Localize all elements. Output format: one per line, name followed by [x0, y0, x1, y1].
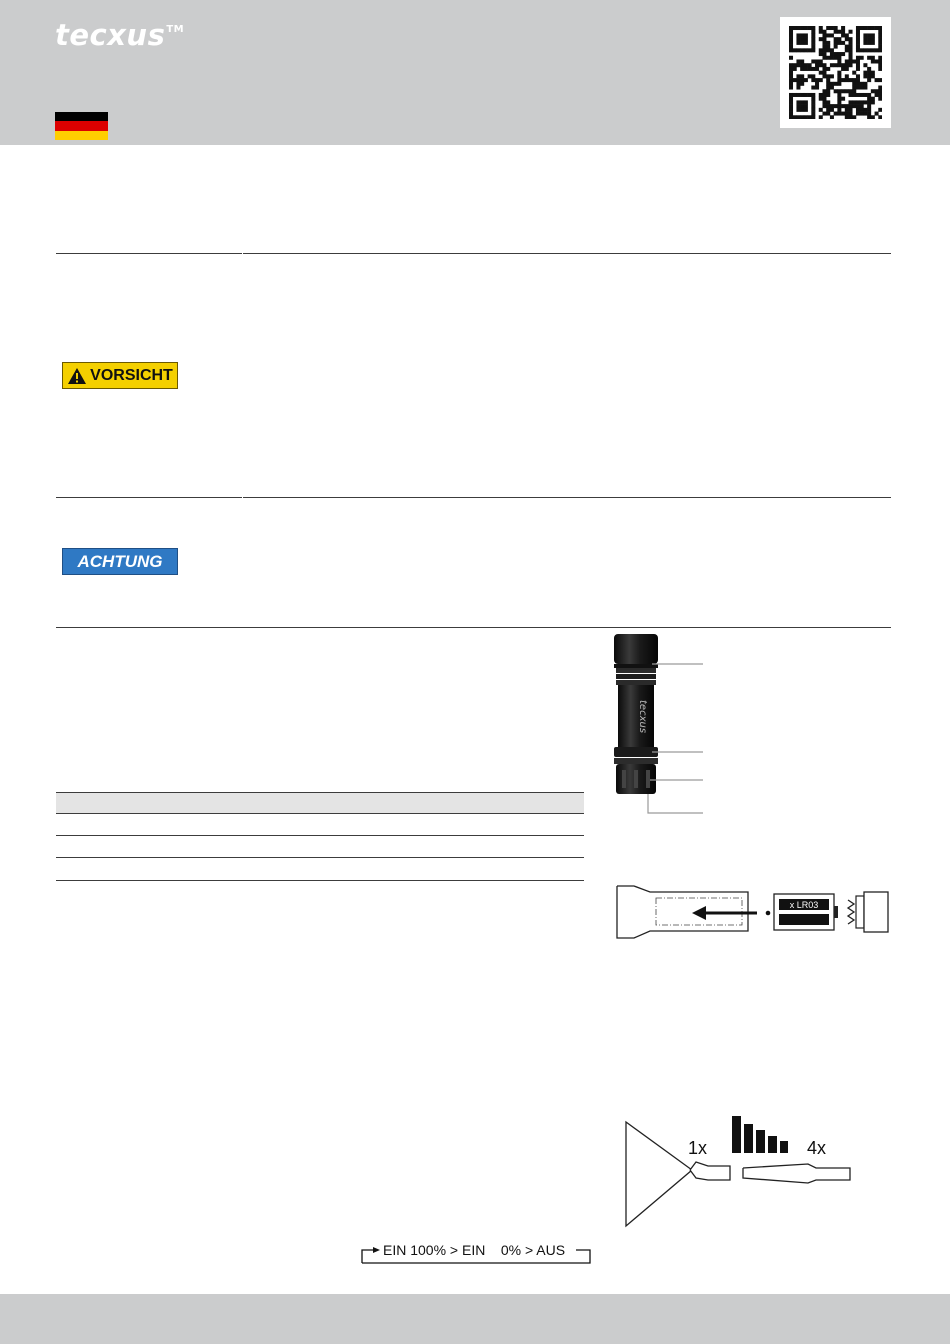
german-flag-icon: [55, 112, 108, 140]
beam-zoom-diagram: [620, 1112, 860, 1230]
divider-right-1: [243, 253, 891, 254]
spec-table: [56, 792, 584, 881]
table-row: [56, 792, 584, 814]
qr-code-icon: [789, 26, 882, 119]
table-row: [56, 858, 584, 881]
qr-code: [780, 17, 891, 128]
divider-left-2: [56, 497, 242, 498]
table-row: [56, 814, 584, 836]
warning-triangle-icon: [67, 367, 87, 385]
divider-right-2: [243, 497, 891, 498]
press-four-label: 4x: [807, 1138, 827, 1158]
achtung-notice-badge: [62, 548, 178, 575]
vorsicht-label: VORSICHT: [90, 366, 173, 384]
divider-full-3: [56, 627, 891, 628]
divider-left-1: [56, 253, 242, 254]
achtung-label: ACHTUNG: [77, 551, 163, 571]
battery-insertion-diagram: [612, 880, 894, 942]
footer-band: [0, 1294, 950, 1344]
mode-sequence-text: EIN 100% > EIN 0% > AUS: [383, 1242, 566, 1258]
vorsicht-warning-badge: [62, 362, 178, 389]
flashlight-product-image: [600, 630, 710, 820]
battery-label: x LR03: [789, 900, 819, 910]
flashlight-brand-text: tecxus: [637, 700, 648, 734]
table-row: [56, 836, 584, 858]
brand-logo: tecxus™: [55, 18, 185, 52]
press-once-label: 1x: [688, 1138, 708, 1158]
